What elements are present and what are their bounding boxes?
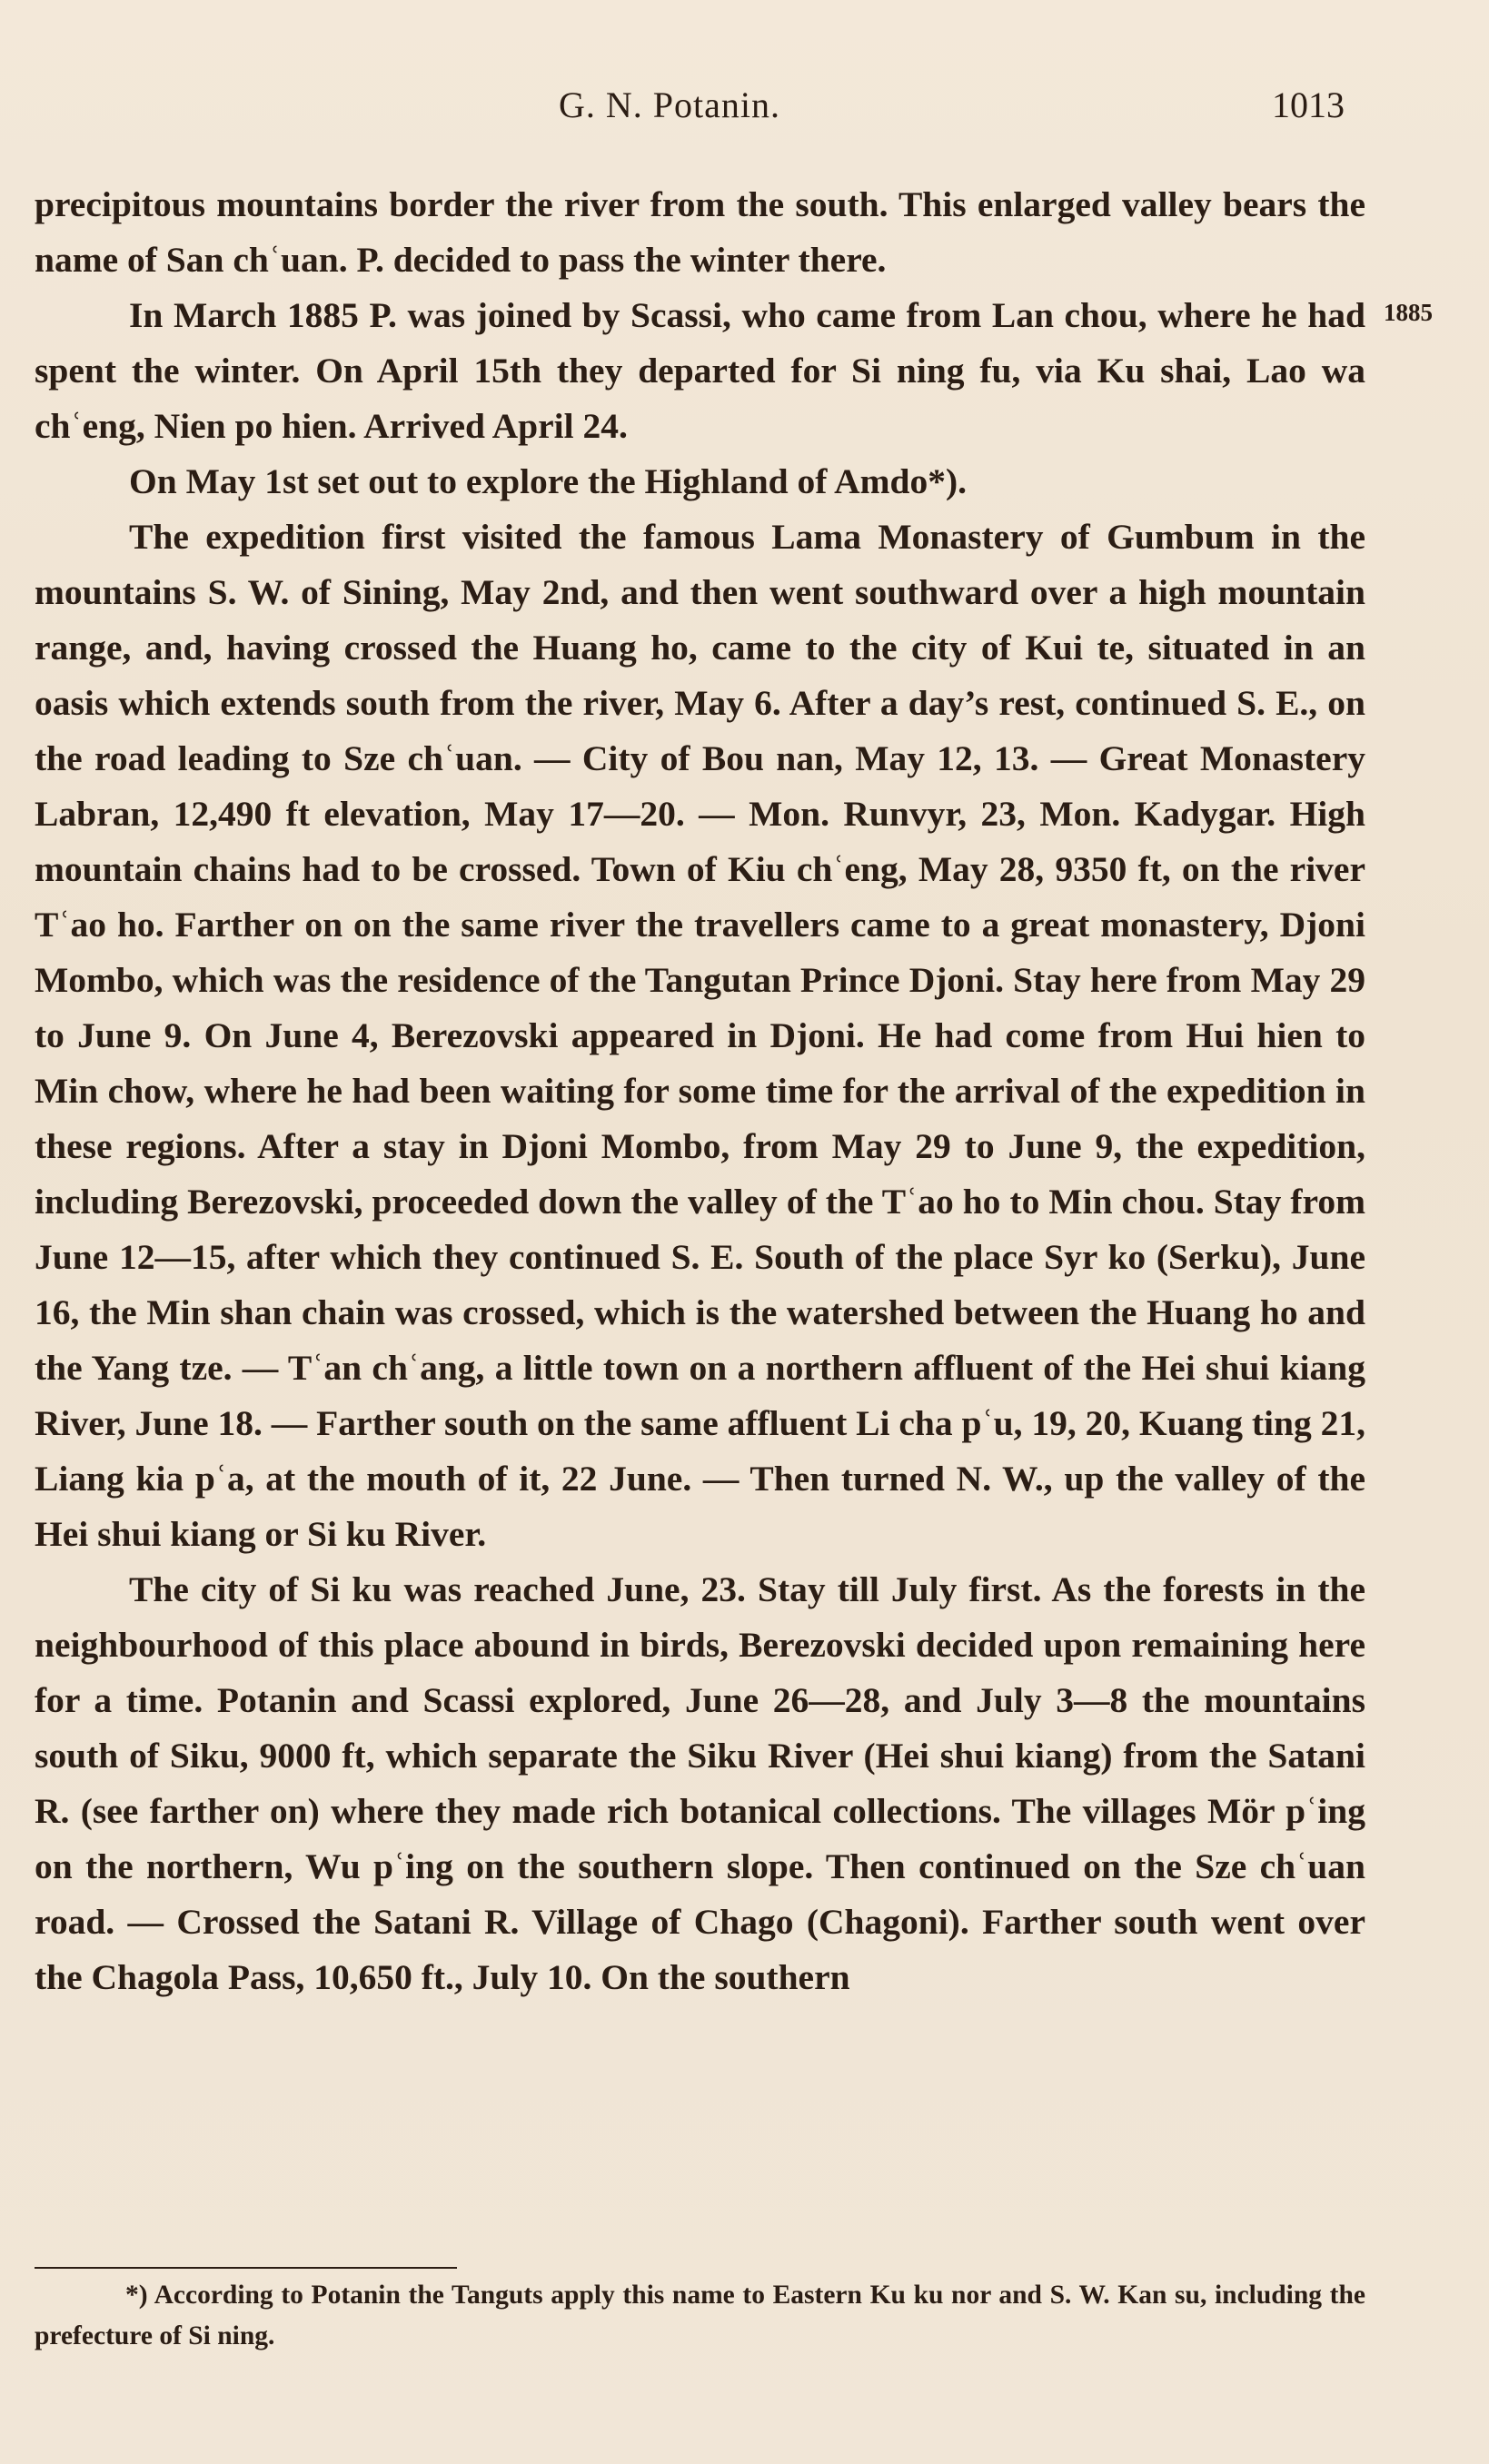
- body-text: [35, 177, 1365, 2005]
- footnote: *) According to Potanin the Tanguts apply this name to Eastern Ku ku nor and S. W. Kan su, including the prefecture of Si ning.: [35, 2281, 1365, 2350]
- paragraph: precipitous mountains border the river from the south. This enlarged valley bears the name of San chʿuan. P. decided to pass the winter there.: [35, 184, 1365, 280]
- page-header: [0, 84, 1489, 138]
- margin-year-note: 1885: [1384, 299, 1433, 326]
- paragraph: The city of Si ku was reached June, 23. Stay till July first. As the forests in the neighbourhood of this place abound in birds, Berezovski decided upon remaining here for a time. Potanin and Scassi explored, June 26—28, and July 3—8 the mountains south of Siku, 9000 ft, which separate the Siku River (Hei shui kiang) from the Satani R. (see farther on) where they made rich botanical collections. The villages Mör pʿing on the northern, Wu pʿing on the southern slope. Then continued on the Sze chʿuan road. — Crossed the Satani R. Village of Chago (Chagoni). Farther south went over the Chagola Pass, 10,650 ft., July 10. On the southern: [35, 1569, 1365, 1997]
- page-number: 1013: [1272, 84, 1345, 125]
- footnote-rule: [35, 2267, 457, 2269]
- paragraph: The expedition first visited the famous Lama Monastery of Gumbum in the mountains S. W. of Sining, May 2nd, and then went southward over a high mountain range, and, having crossed the Huang ho, came to the city of Kui te, situated in an oasis which extends south from the river, May 6. After a day’s rest, continued S. E., on the road leading to Sze chʿuan. — City of Bou nan, May 12, 13. — Great Monastery Labran, 12,490 ft elevation, May 17—20. — Mon. Runvyr, 23, Mon. Kadygar. High mountain chains had to be crossed. Town of Kiu chʿeng, May 28, 9350 ft, on the river Tʿao ho. Farther on on the same river the travellers came to a great monastery, Djoni Mombo, which was the residence of the Tangutan Prince Djoni. Stay here from May 29 to June 9. On June 4, Berezovski appeared in Djoni. He had come from Hui hien to Min chow, where he had been waiting for some time for the arrival of the expedition in these regions. After a stay in Djoni Mombo, from May 29 to June 9, the expedition, including Berezovski, proceeded down the valley of the Tʿao ho to Min chou. Stay from June 12—15, after which they continued S. E. South of the place Syr ko (Serku), June 16, the Min shan chain was crossed, which is the watershed between the Huang ho and the Yang tze. — Tʿan chʿang, a little town on a northern affluent of the Hei shui kiang River, June 18. — Farther south on the same affluent Li cha pʿu, 19, 20, Kuang ting 21, Liang kia pʿa, at the mouth of it, 22 June. — Then turned N. W., up the valley of the Hei shui kiang or Si ku River.: [35, 517, 1365, 1554]
- running-head: G. N. Potanin.: [559, 84, 780, 125]
- paragraph: On May 1st set out to explore the Highland of Amdo*).: [129, 461, 968, 501]
- paragraph: In March 1885 P. was joined by Scassi, who came from Lan chou, where he had spent the winter. On April 15th they departed for Si ning fu, via Ku shai, Lao wa chʿeng, Nien po hien. Arrived April 24.: [35, 295, 1365, 446]
